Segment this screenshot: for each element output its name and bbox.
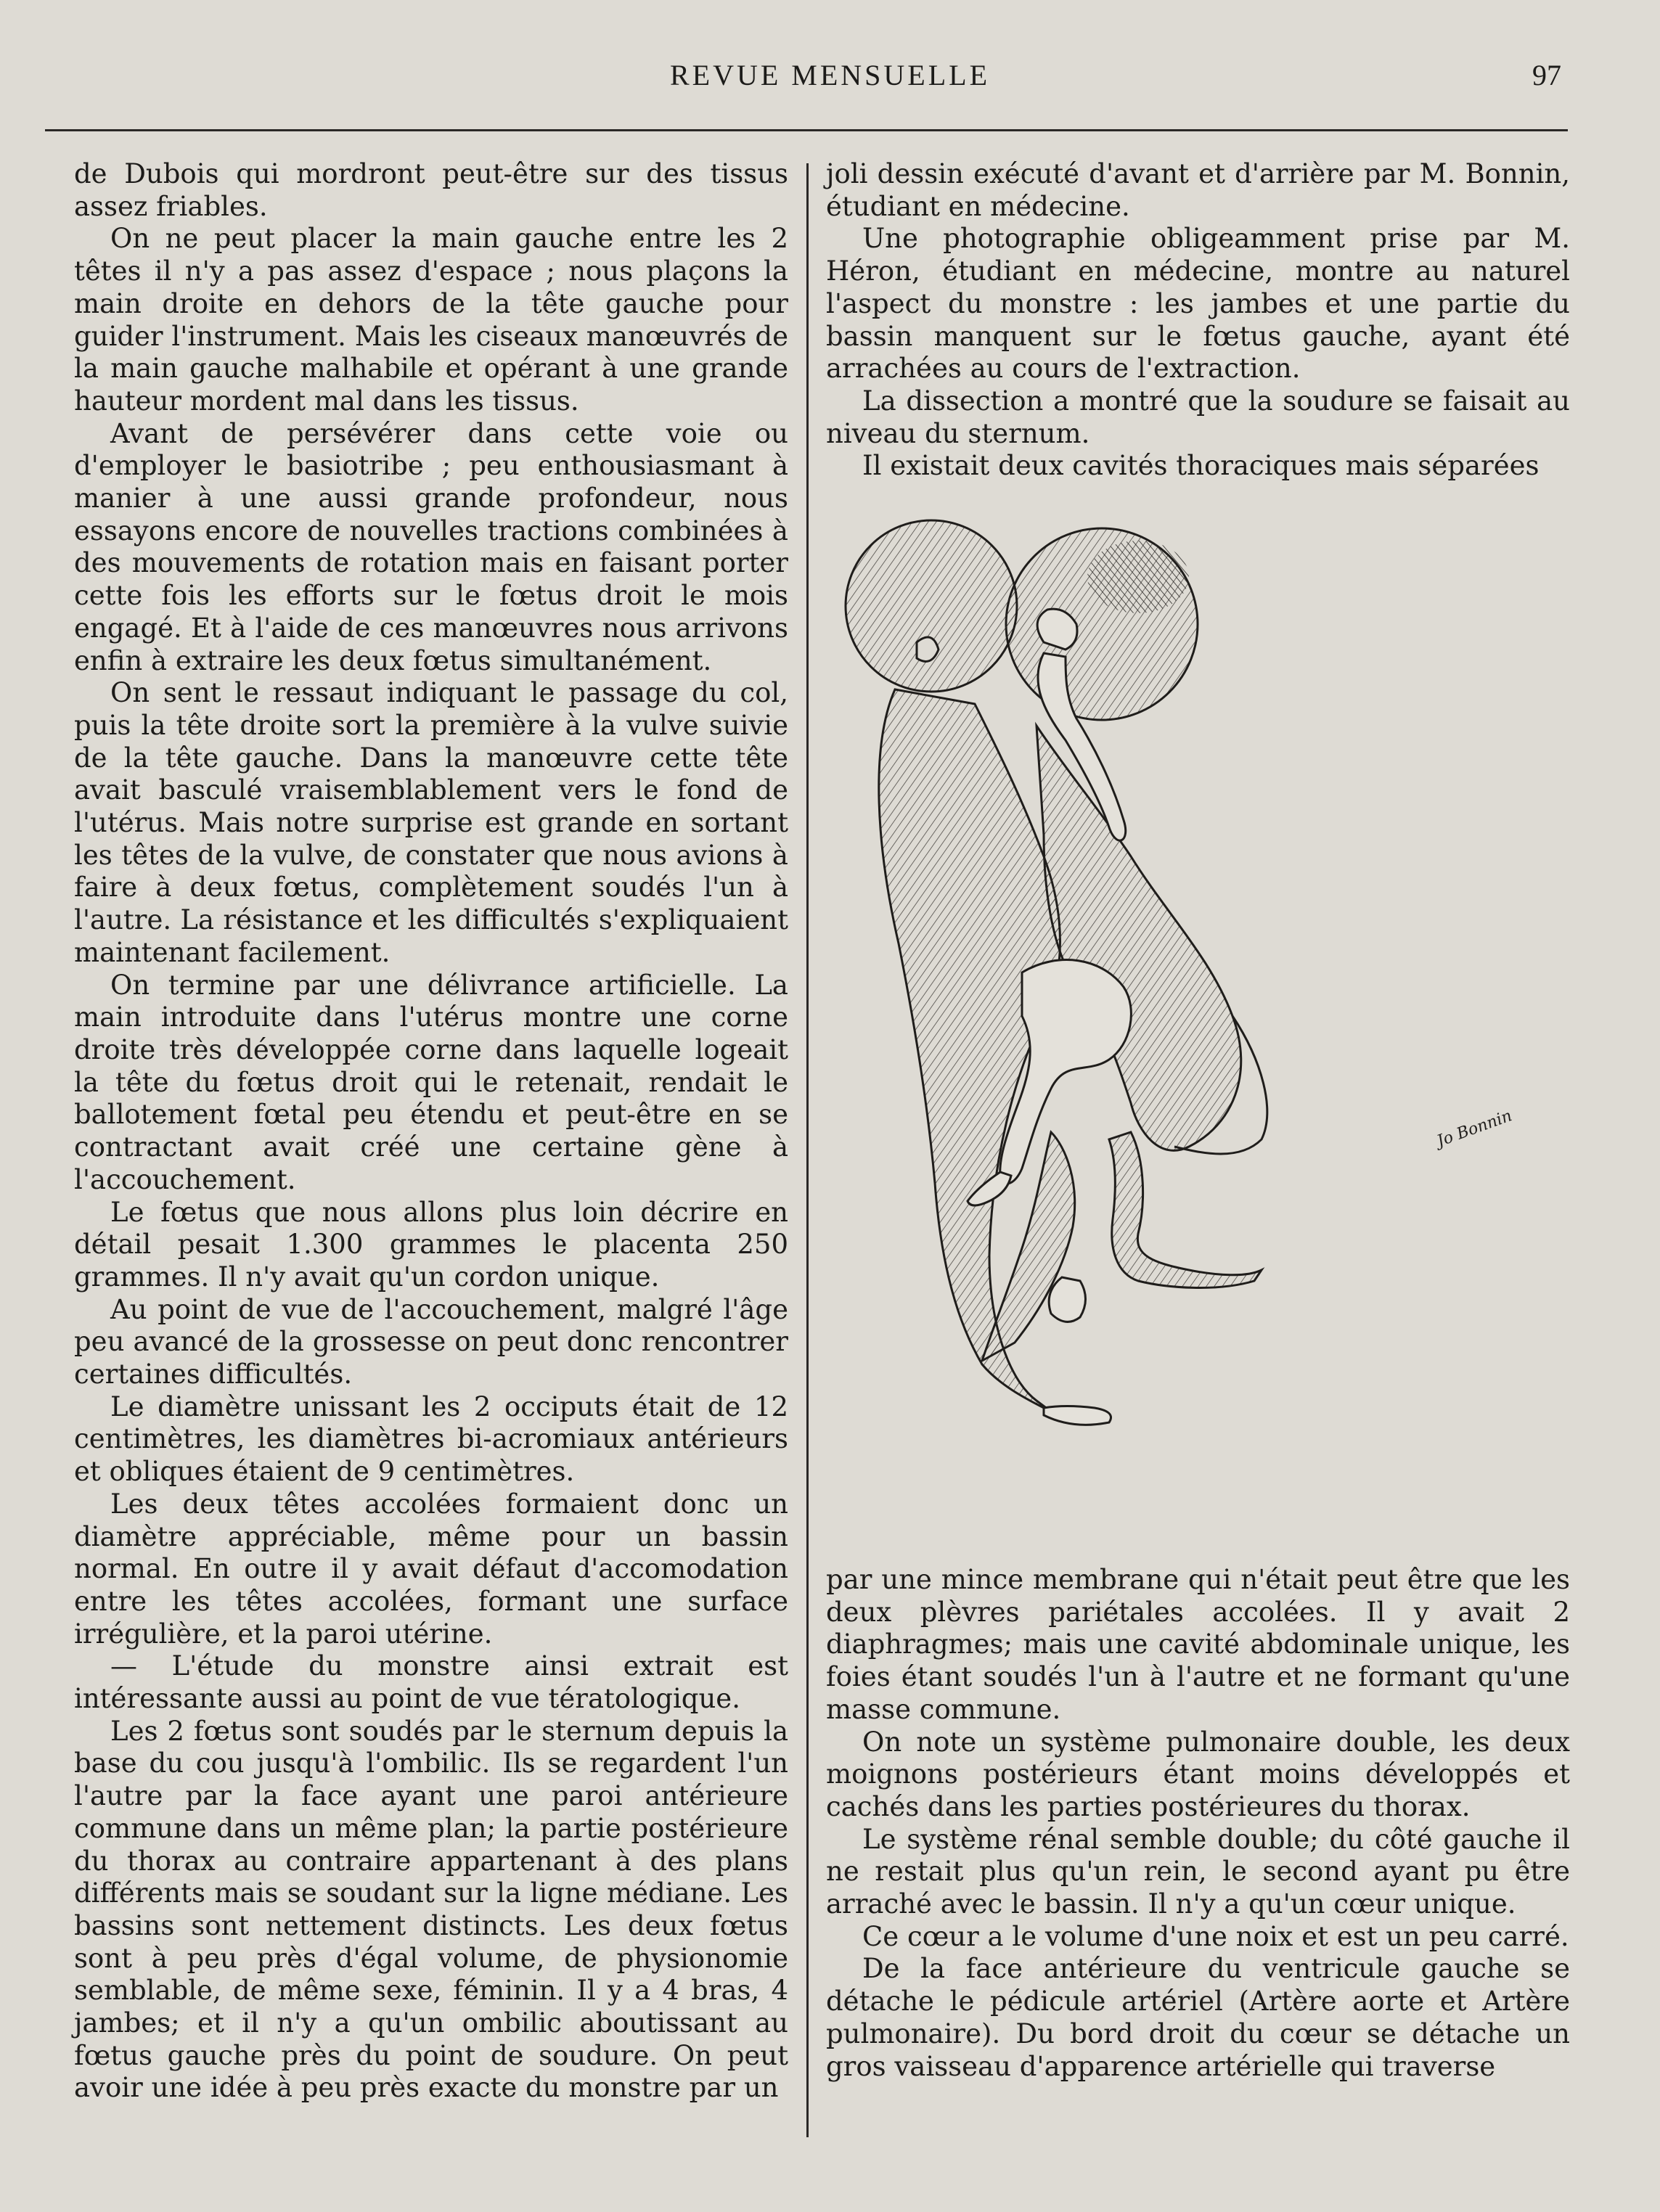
header-rule — [45, 129, 1568, 131]
paragraph: On sent le ressaut indiquant le passage du col, puis la tête droite sort la première à la vulve suivie de la tête gauche. Dans la manœuvre cette tête avait basculé vraisemblablement vers le fond de l'utérus. Mais notre surprise est grande en sortant les têtes de la vulve, de constater que nous avions à faire à deux fœtus, complètement soudés l'un à l'autre. La résistance et les difficultés s'expliquaient maintenant facilement. — [74, 677, 788, 968]
paragraph: par une mince membrane qui n'était peut être que les deux plèvres pariétales accolées. Il y avait 2 diaphragmes; mais une cavité abdominale unique, les foies étant soudés l'un à l'autre et ne formant qu'une masse commune. — [826, 1564, 1570, 1725]
left-column — [74, 158, 788, 2132]
page-number: 97 — [1532, 59, 1561, 91]
paragraph: Ce cœur a le volume d'une noix et est un peu carré. — [862, 1920, 1569, 1952]
paragraph: La dissection a montré que la soudure se faisait au niveau du sternum. — [826, 385, 1570, 449]
right-fetus-body — [1037, 726, 1241, 1150]
paragraph: Le diamètre unissant les 2 occiputs était de 12 centimètres, les diamètres bi-acromiaux antérieurs et obliques étaient de 9 centimètres. — [74, 1390, 788, 1488]
paragraph: Les deux têtes accolées formaient donc un diamètre appréciable, même pour un bassin normal. En outre il y avait défaut d'accomodation entre les têtes accolées, formant une surface irrégulière, et la paroi utérine. — [74, 1488, 788, 1650]
paragraph: Il existait deux cavités thoraciques mais séparées — [862, 450, 1540, 482]
paragraph: Le système rénal semble double; du côté gauche il ne restait plus qu'un rein, le second ayant pu être arraché avec le bassin. Il n'y a qu'un cœur unique. — [826, 1823, 1570, 1920]
right-column-top — [826, 158, 1570, 499]
running-title: REVUE MENSUELLE — [669, 59, 991, 91]
paragraph: Le fœtus que nous allons plus loin décrire en détail pesait 1.300 grammes le placenta 250 grammes. Il n'y avait qu'un cordon unique. — [74, 1196, 788, 1293]
paragraph: On termine par une délivrance artificielle. La main introduite dans l'utérus montre une corne droite très développée corne dans laquelle logeait la tête du fœtus droit qui le retenait, rendait le ballotement fœtal peu étendu et peut-être en se contractant avait créé une certaine gène à l'accouchement. — [74, 969, 788, 1195]
paragraph: Au point de vue de l'accouchement, malgré l'âge peu avancé de la grossesse on peut donc rencontrer certaines difficultés. — [74, 1293, 788, 1390]
paragraph: — L'étude du monstre ainsi extrait est intéressante aussi au point de vue tératologique. — [74, 1650, 788, 1715]
artist-signature: Jo Bonnin — [1434, 1107, 1515, 1151]
engraving-figure — [846, 520, 1515, 1425]
paragraph: Une photographie obligeamment prise par M. Héron, étudiant en médecine, montre au naturel l'aspect du monstre : les jambes et une partie du bassin manquent sur le fœtus gauche, ayant été arrachées au cours de l'extraction. — [826, 223, 1570, 385]
paragraph: de Dubois qui mordront peut-être sur des tissus assez friables. — [74, 158, 788, 222]
column-divider — [806, 163, 809, 2137]
paragraph: On ne peut placer la main gauche entre les 2 têtes il n'y a pas assez d'espace ; nous plaçons la main droite en dehors de la tête gauche pour guider l'instrument. Mais les ciseaux manœuvrés de la main gauche malhabile et opérant à une grande hauteur mordent mal dans les tissus. — [74, 223, 788, 417]
paragraph: Avant de persévérer dans cette voie ou d'employer le basiotribe ; peu enthousiasmant à manier à une aussi grande profondeur, nous essayons encore de nouvelles tractions combinées à des mouvements de rotation mais en faisant porter cette fois les efforts sur le fœtus droit le mois engagé. Et à l'aide de ces manœuvres nous arrivons enfin à extraire les deux fœtus simultanément. — [74, 417, 788, 676]
paragraph: De la face antérieure du ventricule gauche se détache le pédicule artériel (Artère aorte et Artère pulmonaire). Du bord droit du cœur se détache un gros vaisseau d'apparence artérielle qui traverse — [826, 1953, 1570, 2082]
paragraph: joli dessin exécuté d'avant et d'arrière par M. Bonnin, étudiant en médecine. — [826, 158, 1570, 222]
left-fetus-head — [846, 520, 1017, 692]
right-column-bottom — [826, 1564, 1570, 2137]
left-fetus-foot — [1044, 1406, 1111, 1425]
conjoined-twins-engraving — [826, 508, 1570, 1539]
paragraph: Les 2 fœtus sont soudés par le sternum depuis la base du cou jusqu'à l'ombilic. Ils se regardent l'un l'autre par la face ayant une paroi antérieure commune dans un même plan; la partie postérieure du thorax au contraire appartenant à des plans différents mais se soudant sur la ligne médiane. Les bassins sont nettement distincts. Les deux fœtus sont à peu près d'égal volume, de physionomie semblable, de même sexe, féminin. Il y a 4 bras, 4 jambes; et il n'y a qu'un ombilic aboutissant au fœtus gauche près du point de soudure. On peut avoir une idée à peu près exacte du monstre par un — [74, 1715, 788, 2104]
right-fetus-leg-back — [1109, 1132, 1262, 1287]
upturned-foot — [1049, 1277, 1085, 1322]
right-fetus-crown-shading — [1087, 541, 1189, 613]
paragraph: On note un système pulmonaire double, les deux moignons postérieurs étant moins développés et cachés dans les parties postérieures du thorax. — [826, 1726, 1570, 1822]
